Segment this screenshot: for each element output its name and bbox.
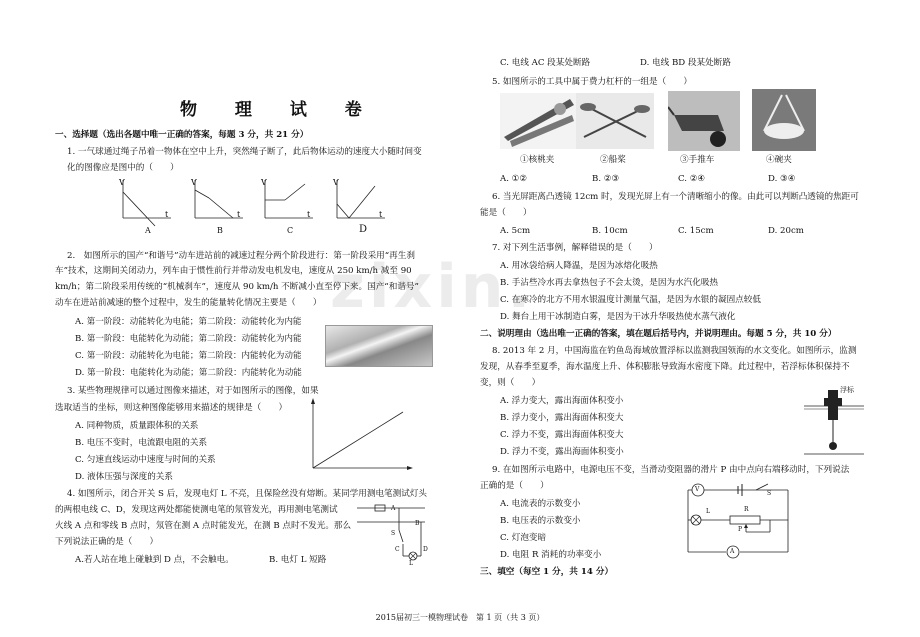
q1-axis-t-a: t [165, 210, 169, 219]
q4-line-4: 下列说法正确的是（ ） [55, 537, 159, 547]
nutcracker-image [500, 93, 578, 149]
q4-option-d: D. 电线 BD 段某处断路 [640, 58, 731, 68]
oar-image [576, 93, 654, 149]
q1-graph-d [337, 180, 385, 218]
q7-option-a: A. 用冰袋给病人降温，是因为冰熔化吸热 [500, 261, 658, 271]
q4-circuit-label-c: C [395, 546, 400, 553]
q3-graph [305, 398, 415, 474]
q1-graph-b [195, 180, 243, 218]
q1-label-d: D [359, 224, 368, 235]
q7-option-c: C. 在寒冷的北方不用水银温度计测量气温，是因为水银的凝固点较低 [500, 295, 761, 305]
section3-heading: 三、填空（每空 1 分，共 14 分） [480, 567, 614, 577]
q9-circuit-label-v: V [695, 486, 700, 493]
watermark: zixin. [330, 252, 535, 322]
q7-text: 7. 对下列生活事例，解释错误的是（ ） [492, 243, 658, 253]
q2-line-4: 动车在进站前减速的整个过程中，发生的能量转化情况主要是（ ） [55, 298, 322, 308]
bowl-clip-image [752, 89, 816, 151]
q9-line-1: 9. 在如图所示电路中，电源电压不变，当滑动变阻器的滑片 P 由中点向右端移动时，下列说法 [492, 465, 850, 475]
q4-circuit-label-d: D [423, 546, 428, 553]
q5-option-c: C. ②④ [678, 174, 706, 184]
q3-line-2: 选取适当的坐标，则这种图像能够用来描述的规律是（ ） [55, 403, 288, 413]
q9-option-d: D. 电阻 R 消耗的功率变小 [500, 550, 602, 560]
q4-circuit-label-b: B [415, 520, 420, 527]
q8-option-c: C. 浮力不变，露出海面体积变大 [500, 430, 624, 440]
q9-circuit [680, 482, 792, 562]
q1-label-b: B [217, 226, 223, 235]
page-footer: 2015届初三一模物理试卷 第 1 页（共 3 页） [375, 613, 545, 622]
q6-option-b: B. 10cm [592, 226, 628, 236]
q2-option-d: D. 第一阶段：电能转化为动能；第二阶段：内能转化为动能 [75, 368, 302, 378]
q1-graph-c [265, 180, 313, 218]
q8-line-2: 发现，从春季至夏季，海水温度上升、体积膨胀导致海水密度下降。此过程中，若浮标体积保持不 [480, 362, 850, 372]
section2-heading: 二、说明理由（选出唯一正确的答案，填在题后括号内，并说明理由。每题 5 分，共 10 分） [480, 329, 837, 339]
q1-label-c: C [287, 226, 294, 235]
q6-option-c: C. 15cm [678, 226, 714, 236]
q8-option-d: D. 浮力不变，露出海面体积变小 [500, 447, 624, 457]
q5-caption-2: ②船桨 [600, 155, 626, 165]
q9-circuit-label-a: A [730, 548, 735, 555]
q1-label-a: A [145, 226, 151, 235]
q4-circuit-label-s: S [391, 530, 396, 537]
q9-line-2: 正确的是（ ） [480, 481, 549, 491]
buoy-label: 浮标 [840, 386, 854, 394]
q3-option-c: C. 匀速直线运动中速度与时间的关系 [75, 455, 216, 465]
q4-option-c: C. 电线 AC 段某处断路 [500, 58, 591, 68]
q5-caption-4: ④碗夹 [766, 155, 792, 165]
q6-line-2: 能是（ ） [480, 208, 532, 218]
q9-circuit-label-r: R [744, 506, 749, 513]
q6-option-d: D. 20cm [768, 226, 804, 236]
q5-option-a: A. ①② [500, 174, 528, 184]
q7-option-d: D. 舞台上用干冰制造白雾，是因为干冰升华吸热使水蒸气液化 [500, 312, 736, 322]
buoy-figure [802, 384, 866, 456]
q4-option-a: A.若人站在地上碰触到 D 点，不会触电。 [75, 555, 234, 565]
q1-axis-t-b: t [237, 210, 241, 219]
q3-option-b: B. 电压不变时，电流跟电阻的关系 [75, 438, 208, 448]
q2-line-3: km/h；第二阶段采用传统的“机械刹车”，速度从 90 km/h 不断减小直至停下来。国产“和谐号” [55, 282, 419, 292]
q6-line-1: 6. 当光屏距离凸透镜 12cm 时，发现光屏上有一个清晰缩小的像。由此可以判断凸透镜的焦距可 [492, 192, 859, 202]
q8-option-a: A. 浮力变大，露出海面体积变小 [500, 396, 624, 406]
q1-text: 1. 一气球通过绳子吊着一物体在空中上升，突然绳子断了，此后物体运动的速度大小随时间变 [67, 147, 422, 157]
q7-option-b: B. 手沾些冷水再去拿热包子不会太烫，是因为水汽化吸热 [500, 278, 719, 288]
q4-line-1: 4. 如图所示，闭合开关 S 后，发现电灯 L 不亮，且保险丝没有熔断。某同学用测电笔测试灯头 [67, 489, 428, 499]
page-title: 物 理 试 卷 [180, 100, 378, 120]
section1-heading: 一、选择题（选出各题中唯一正确的答案，每题 3 分，共 21 分） [55, 130, 309, 140]
q3-option-a: A. 同种物质，质量跟体积的关系 [75, 421, 199, 431]
q1-axis-v-a: V [119, 178, 125, 187]
q8-line-3: 变，则（ ） [480, 378, 541, 388]
q3-option-d: D. 液体压强与深度的关系 [75, 472, 173, 482]
q4-circuit-label-a: A [391, 505, 396, 512]
q8-line-1: 8. 2013 年 2 月，中国海监在钓鱼岛海域放置浮标以监测我国领海的水文变化。如图所示，监测 [492, 346, 857, 356]
q1-axis-t-c: t [307, 210, 311, 219]
q9-option-b: B. 电压表的示数变小 [500, 516, 581, 526]
q4-line-3: 火线 A 点和零线 B 点时，氖管在测 A 点时能发光，在测 B 点时不发光。那么 [55, 521, 352, 531]
q5-caption-1: ①核桃夹 [520, 155, 555, 165]
q5-option-b: B. ②③ [592, 174, 620, 184]
q9-circuit-label-l: L [706, 508, 710, 515]
train-photo [325, 325, 433, 367]
q8-option-b: B. 浮力变小，露出海面体积变大 [500, 413, 624, 423]
q1-text2: 化的图像应是图中的（ ） [67, 163, 179, 173]
q2-option-c: C. 第一阶段：动能转化为电能；第二阶段：内能转化为动能 [75, 351, 302, 361]
q2-option-b: B. 第一阶段：电能转化为动能；第二阶段：动能转化为内能 [75, 334, 302, 344]
q9-circuit-label-p: P [738, 526, 743, 533]
q5-caption-3: ③手推车 [680, 155, 715, 165]
q3-line-1: 3. 某些物理规律可以通过图像来描述，对于如图所示的图像，如果 [67, 386, 319, 396]
q1-graph-a [123, 180, 171, 226]
q1-axis-v-b: V [191, 178, 197, 187]
q9-circuit-label-s: S [767, 490, 772, 497]
q2-line-2: 车”技术，这期间关闭动力，列车由于惯性前行并带动发电机发电，速度从 250 km/h 减至 90 [55, 266, 412, 276]
q4-circuit-label-l: L [409, 560, 413, 567]
q2-option-a: A. 第一阶段：动能转化为电能；第二阶段：动能转化为内能 [75, 317, 302, 327]
q9-option-a: A. 电流表的示数变小 [500, 499, 581, 509]
q5-text: 5. 如图所示的工具中属于费力杠杆的一组是（ ） [492, 77, 692, 87]
q4-line-2: 的两根电线 C、D，发现这两处都能使测电笔的氖管发光，再用测电笔测试 [55, 505, 338, 515]
wheelbarrow-image [668, 91, 740, 151]
q5-option-d: D. ③④ [768, 174, 796, 184]
q2-line-1: 2. 如图所示的国产“和谐号”动车进站前的减速过程分两个阶段进行：第一阶段采用“再生刹 [67, 251, 415, 261]
q4-option-b: B. 电灯 L 短路 [269, 555, 327, 565]
q1-axis-v-c: V [261, 178, 267, 187]
q9-option-c: C. 灯泡变暗 [500, 533, 547, 543]
q6-option-a: A. 5cm [500, 226, 531, 236]
q1-axis-t-d: t [379, 210, 383, 219]
q1-axis-v-d: V [333, 178, 339, 187]
